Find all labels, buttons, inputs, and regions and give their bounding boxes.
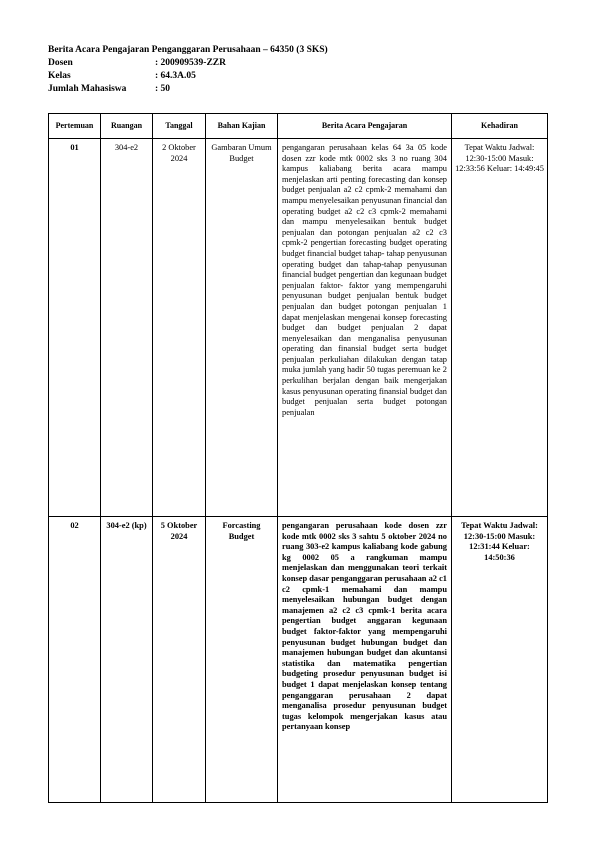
- cell-pertemuan: 02: [49, 517, 101, 803]
- column-header-berita-acara: Berita Acara Pengajaran: [278, 114, 452, 139]
- cell-tanggal: 5 Oktober 2024: [153, 517, 206, 803]
- cell-kehadiran: Tepat Waktu Jadwal: 12:30-15:00 Masuk: 12:31:44 Keluar: 14:50:36: [452, 517, 548, 803]
- meta-row-kelas: [48, 70, 328, 83]
- document-header: [48, 44, 328, 96]
- table-header-row: [49, 114, 548, 139]
- column-header-kehadiran: Kehadiran: [452, 114, 548, 139]
- meta-row-jumlah-mahasiswa: [48, 83, 328, 96]
- cell-berita-acara: pengangaran perusahaan kelas 64 3a 05 kode dosen zzr kode mtk 0002 sks 3 no ruang 304 kampus kaliabang berita acara mampu menjelaskan arti penting forecasting dan konsep budget penjualan a2 c2 cpmk-2 memahami dan mampu menyelesaikan penyusunan financial dan operating budget a2 c2 c3 cpmk-2 memahami dan mampu menyelesaikan bentuk budget penjualan dan potongan penjualan a2 c2 c3 cpmk-2 pengertian forecasting budget operating budget financial budget tahap- tahap penyusunan operating budget dan tahap-tahap penyusunan financial budget pengertian dan kegunaan budget penjualan faktor- faktor yang mempengaruhi penyusunan budget penjualan bentuk budget penjualan dan budget potongan penjualan 1 dapat menjelaskan mengenai konsep forecasting budget dan budget penjualan 2 dapat menyelesaikan dan menganalisa penyusunan operating dan finansial budget serta budget penjualan perkuliahan dilakukan dengan tatap muka jumlah yang hadir 50 tugas peremuan ke 2 perkulihan berjalan dengan baik mengerjakan kasus penyusunan operating finansial budget dan budget penjualan serta budget potongan penjualan: [278, 139, 452, 517]
- document-title: Berita Acara Pengajaran Penganggaran Perusahaan – 64350 (3 SKS): [48, 45, 328, 55]
- cell-bahan-kajian: Gambaran Umum Budget: [206, 139, 278, 517]
- cell-ruangan: 304-e2: [101, 139, 153, 517]
- cell-bahan-kajian: Forcasting Budget: [206, 517, 278, 803]
- column-header-pertemuan: Pertemuan: [49, 114, 101, 139]
- cell-berita-acara: pengangaran perusahaan kode dosen zzr kode mtk 0002 sks 3 sahtu 5 oktober 2024 no ruang 303-e2 kampus kaliabang kode gabung kg 0002 05 a rangkuman mampu menjelaskan dan menggunakan teori terkait konsep dasar penganggaran perusahaan a2 c1 c2 cpmk-1 memahami dan mampu menyelesaikan hubungan budget dengan manajemen a2 c2 c3 cpmk-1 berita acara pengertian budget anggaran kegunaan budget faktor-faktor yang mempengaruhi penyusunan budget hubungan budget dan manajemen hubungan budget dan akuntansi statistika dan matematika pengertian budgeting prosedur penyusunan budget isi budget 1 dapat menjelaskan konsep tentang penganggaran perusahaan 2 dapat menganalisa prosedur penyusunan budget tugas kelompok mengerjakan kasus atau pertanyaan konsep: [278, 517, 452, 803]
- table-row: [49, 139, 548, 517]
- cell-pertemuan: 01: [49, 139, 101, 517]
- teaching-record-table: [48, 113, 548, 803]
- meta-row-dosen: [48, 57, 328, 70]
- column-header-bahan-kajian: Bahan Kajian: [206, 114, 278, 139]
- meta-label: Kelas: [48, 71, 71, 81]
- table-row: [49, 517, 548, 803]
- meta-value: : 64.3A.05: [155, 71, 196, 81]
- meta-label: Jumlah Mahasiswa: [48, 84, 127, 94]
- meta-label: Dosen: [48, 58, 73, 68]
- meta-value: : 200909539-ZZR: [155, 58, 226, 68]
- cell-tanggal: 2 Oktober 2024: [153, 139, 206, 517]
- column-header-ruangan: Ruangan: [101, 114, 153, 139]
- cell-ruangan: 304-e2 (kp): [101, 517, 153, 803]
- column-header-tanggal: Tanggal: [153, 114, 206, 139]
- cell-kehadiran: Tepat Waktu Jadwal: 12:30-15:00 Masuk: 12:33:56 Keluar: 14:49:45: [452, 139, 548, 517]
- meta-value: : 50: [155, 84, 171, 94]
